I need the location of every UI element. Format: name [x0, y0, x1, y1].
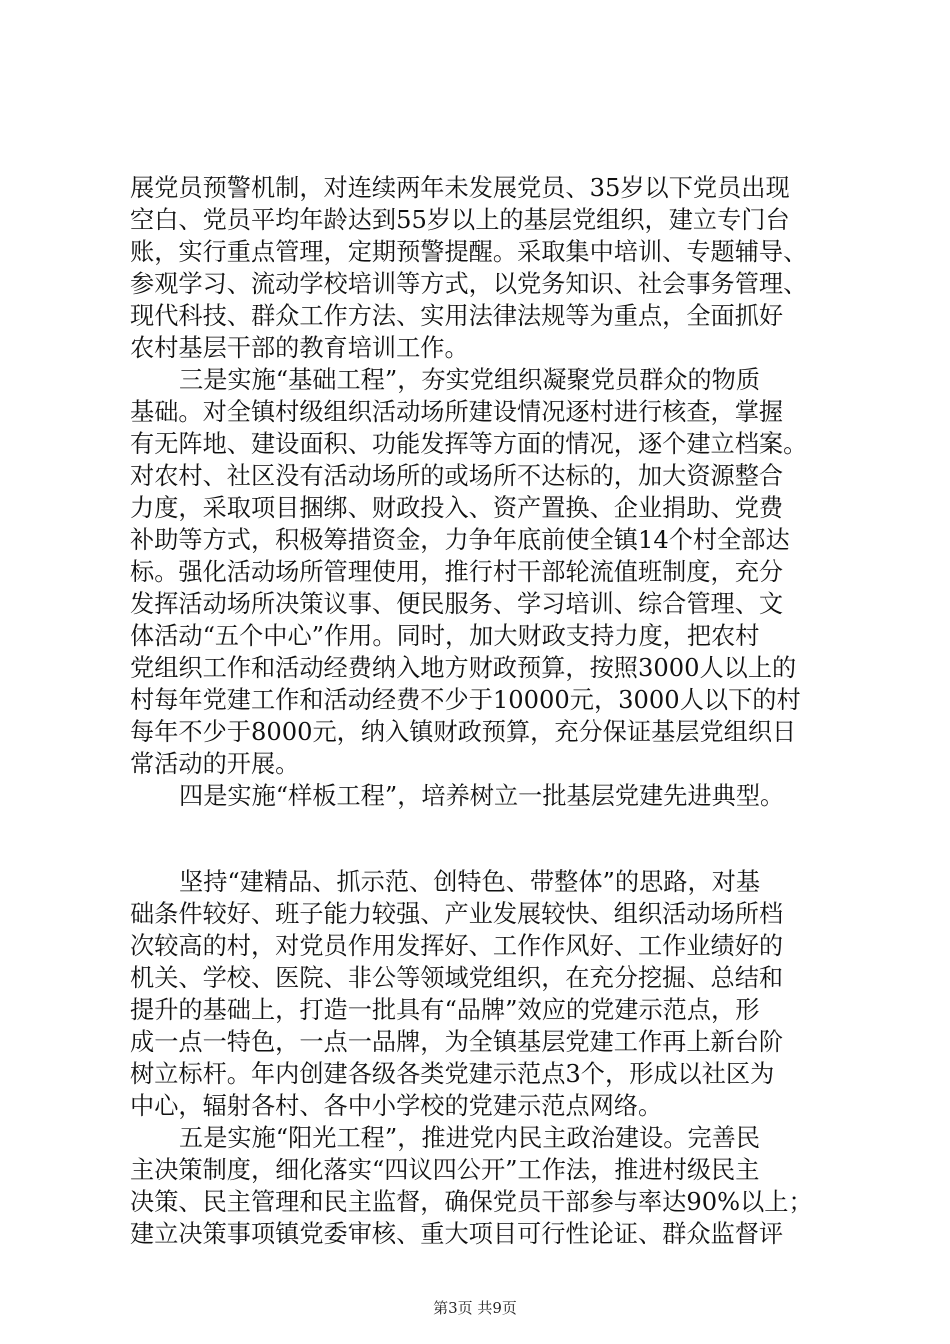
text-line: 农村基层干部的教育培训工作。 — [130, 334, 469, 362]
text-line: 每年不少于8000元，纳入镇财政预算，充分保证基层党组织日 — [130, 718, 797, 746]
text-line: 建立决策事项镇党委审核、重大项目可行性论证、群众监督评 — [130, 1220, 784, 1248]
paragraph-gap — [130, 812, 830, 866]
text-line: 础条件较好、班子能力较强、产业发展较快、组织活动场所档 — [130, 900, 784, 928]
text-line: 补助等方式，积极筹措资金，力争年底前使全镇14个村全部达 — [130, 526, 790, 554]
text-line: 党组织工作和活动经费纳入地方财政预算，按照3000人以上的 — [130, 654, 797, 682]
paragraph-start-line: 三是实施“基础工程”，夯实党组织凝聚党员群众的物质 — [179, 366, 761, 394]
page-number-footer: 第3页 共9页 — [433, 1299, 517, 1317]
text-line: 对农村、社区没有活动场所的或场所不达标的，加大资源整合 — [130, 462, 784, 490]
text-line: 展党员预警机制，对连续两年未发展党员、35岁以下党员出现 — [130, 174, 790, 202]
text-line: 常活动的开展。 — [130, 750, 300, 778]
text-line: 决策、民主管理和民主监督，确保党员干部参与率达90%以上； — [130, 1188, 813, 1216]
text-line: 次较高的村，对党员作用发挥好、工作作风好、工作业绩好的 — [130, 932, 784, 960]
text-line: 体活动“五个中心”作用。同时，加大财政支持力度，把农村 — [130, 622, 760, 650]
text-line: 有无阵地、建设面积、功能发挥等方面的情况，逐个建立档案。 — [130, 430, 808, 458]
text-line: 力度，采取项目捆绑、财政投入、资产置换、企业捐助、党费 — [130, 494, 784, 522]
text-line: 账，实行重点管理，定期预警提醒。采取集中培训、专题辅导、 — [130, 238, 808, 266]
text-line: 主决策制度，细化落实“四议四公开”工作法，推进村级民主 — [130, 1156, 760, 1184]
text-line: 村每年党建工作和活动经费不少于10000元，3000人以下的村 — [130, 686, 801, 714]
text-line: 树立标杆。年内创建各级各类党建示范点3个，形成以社区为 — [130, 1060, 775, 1088]
document-body — [130, 172, 830, 1250]
text-line: 标。强化活动场所管理使用，推行村干部轮流值班制度，充分 — [130, 558, 784, 586]
section-heading-line: 四是实施“样板工程”，培养树立一批基层党建先进典型。 — [179, 782, 785, 810]
text-line: 发挥活动场所决策议事、便民服务、学习培训、综合管理、文 — [130, 590, 784, 618]
paragraph-start-line: 坚持“建精品、抓示范、创特色、带整体”的思路，对基 — [179, 868, 761, 896]
text-line: 机关、学校、医院、非公等领域党组织，在充分挖掘、总结和 — [130, 964, 784, 992]
paragraph-start-line: 五是实施“阳光工程”，推进党内民主政治建设。完善民 — [179, 1124, 761, 1152]
text-line: 空白、党员平均年龄达到55岁以上的基层党组织，建立专门台 — [130, 206, 790, 234]
text-line: 成一点一特色，一点一品牌，为全镇基层党建工作再上新台阶 — [130, 1028, 784, 1056]
text-line: 基础。对全镇村级组织活动场所建设情况逐村进行核查，掌握 — [130, 398, 784, 426]
text-line: 中心，辐射各村、各中小学校的党建示范点网络。 — [130, 1092, 663, 1120]
text-line: 提升的基础上，打造一批具有“品牌”效应的党建示范点，形 — [130, 996, 760, 1024]
text-line: 参观学习、流动学校培训等方式，以党务知识、社会事务管理、 — [130, 270, 808, 298]
text-line: 现代科技、群众工作方法、实用法律法规等为重点，全面抓好 — [130, 302, 784, 330]
